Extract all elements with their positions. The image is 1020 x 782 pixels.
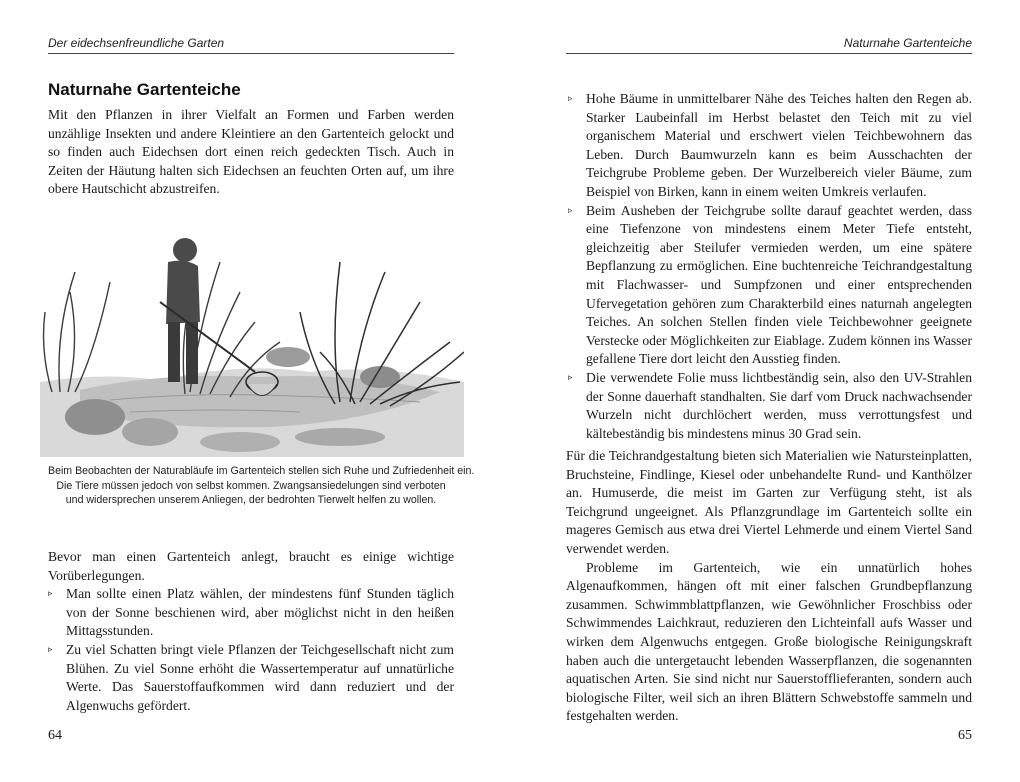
list-item-text: Hohe Bäume in unmittelbarer Nähe des Teiches halten den Regen ab. Starker Laubeinfall im Herbst belastet den Teich mit zu viel organischem Material und erschwert vielen Teichbewohnern das Leben. Durch Baumwurzeln kann es beim Ausschachten der Teichgrube Probleme geben. Der Wurzelbereich vieler Bäume, zum Beispiel von Birken, kann in einem weiten Umkreis verlaufen. — [586, 91, 972, 199]
list-item-text: Die verwendete Folie muss lichtbeständig sein, also den UV-Strahlen der Sonne dauerhaft standhalten. Sie darf vom Druck nachwachsender Wurzeln nicht durchlöchert werden, muss verrottungsfest und kältebeständig bis mindestens minus 30 Grad sein. — [586, 369, 972, 441]
bullet-list-right — [568, 90, 972, 443]
intro-paragraph: Mit den Pflanzen in ihrer Vielfalt an Formen und Farben werden unzählige Insekten und andere Kleintiere an den Gartenteich gelockt und so finden auch Eidechsen dort einen reich gedeckten Tisch. Auch in Zeiten der Häutung halten sich Eidechsen an feuchten Orten auf, um ihre obere Hautschicht abzustreifen. — [48, 107, 454, 197]
section-title: Naturnahe Gartenteiche — [48, 80, 241, 99]
triangle-bullet-icon: ▹ — [568, 205, 573, 216]
list-item — [48, 641, 454, 715]
header-rule-left — [48, 53, 454, 54]
caption-line: Die Tiere müssen jedoch von selbst kommen. Zwangsansiedelungen sind verboten — [56, 479, 446, 492]
list-item-text: Zu viel Schatten bringt viele Pflanzen der Teichgesellschaft nicht zum Blühen. Zu viel Sonne erhöht die Wassertemperatur auf unnatürliche Werte. Das Sauerstoffaufkommen wird dann reduziert und der Algenwuchs gefördert. — [66, 641, 454, 713]
page-number-left: 64 — [48, 728, 62, 743]
triangle-bullet-icon: ▹ — [48, 644, 53, 655]
header-rule-right — [566, 53, 972, 54]
triangle-bullet-icon: ▹ — [48, 589, 53, 600]
triangle-bullet-icon: ▹ — [568, 94, 573, 104]
bullet-list-left — [48, 585, 454, 715]
right-bullet-block — [568, 90, 972, 443]
running-head-left: Der eidechsenfreundliche Garten — [48, 36, 225, 50]
triangle-bullet-icon: ▹ — [568, 372, 573, 383]
list-item — [568, 90, 972, 202]
page-number-right: 65 — [958, 728, 972, 743]
list-item — [568, 202, 972, 369]
body-paragraph: Für die Teichrandgestaltung bieten sich Materialien wie Natursteinplatten, Bruchsteine, Findlinge, Kiesel oder unbehandelte Rund- und Kanthölzer an. Humuserde, die meist im Garten zur Verfügung steht, ist als Teichgrund ungeeignet. Als Pflanzgrundlage im Gartenteich sollte ein mageres Gemisch aus etwa drei Viertel Lehmerde und einem Viertel Sand verwendet werden. — [566, 448, 972, 556]
figure-caption — [48, 464, 475, 508]
right-body-text — [566, 447, 972, 726]
list-item-text: Beim Ausheben der Teichgrube sollte darauf geachtet werden, dass eine Tiefenzone von mindestens einem Meter Tiefe entsteht, gleichzeitig aber Steilufer vermieden werden, um eine spätere Bepflanzung zu ermöglichen. Eine buchtenreiche Teichrandgestaltung mit Flachwasser- und Sumpfzonen und einer entsprechenden Ufervegetation gehören zum Charakterbild eines naturnah angelegten Teiches. An solchen Stellen finden viele Teichbewohner geeignete Verstecke oder Möglichkeiten zur Eiablage. Zudem können ins Wasser gefallene Tiere dort leicht den Ausstieg finden. — [586, 202, 972, 367]
list-item — [568, 369, 972, 443]
pond-illustration — [40, 232, 464, 457]
lead-paragraph: Bevor man einen Gartenteich anlegt, braucht es einige wichtige Vorüberlegungen. — [48, 549, 454, 583]
caption-line: Beim Beobachten der Naturabläufe im Gartenteich stellen sich Ruhe und Zufriedenheit ein. — [48, 465, 475, 477]
caption-line: und widersprechen unserem Anliegen, der bedrohten Tierwelt helfen zu wollen. — [65, 494, 437, 507]
left-lower-text — [48, 548, 454, 715]
list-item-text: Man sollte einen Platz wählen, der mindestens fünf Stunden täglich von der Sonne beschienen wird, aber möglichst nicht in den heißen Mittagsstunden. — [66, 586, 454, 639]
list-item — [48, 585, 454, 641]
body-paragraph: Probleme im Gartenteich, wie ein unnatürlich hohes Algenaufkommen, hängen oft mit einer falschen Grundbepflanzung zusammen. Schwimmblattpflanzen, wie Gewöhnlicher Froschbiss oder Schwimmendes Laichkraut, reduzieren den Lichteinfall aufs Wasser und wirken dem Algenwuchs entgegen. Große biologische Reinigungskraft haben auch die untergetaucht lebenden Wasserpflanzen, die sogenannten aquatischen Arten. Sie sind nicht nur Sauerstofflieferanten, sondern auch biologische Filter, weil sich an ihren Blättern Schwebstoffe sammeln und festgehalten werden. — [566, 559, 972, 724]
running-head-right: Naturnahe Gartenteiche — [843, 36, 972, 50]
